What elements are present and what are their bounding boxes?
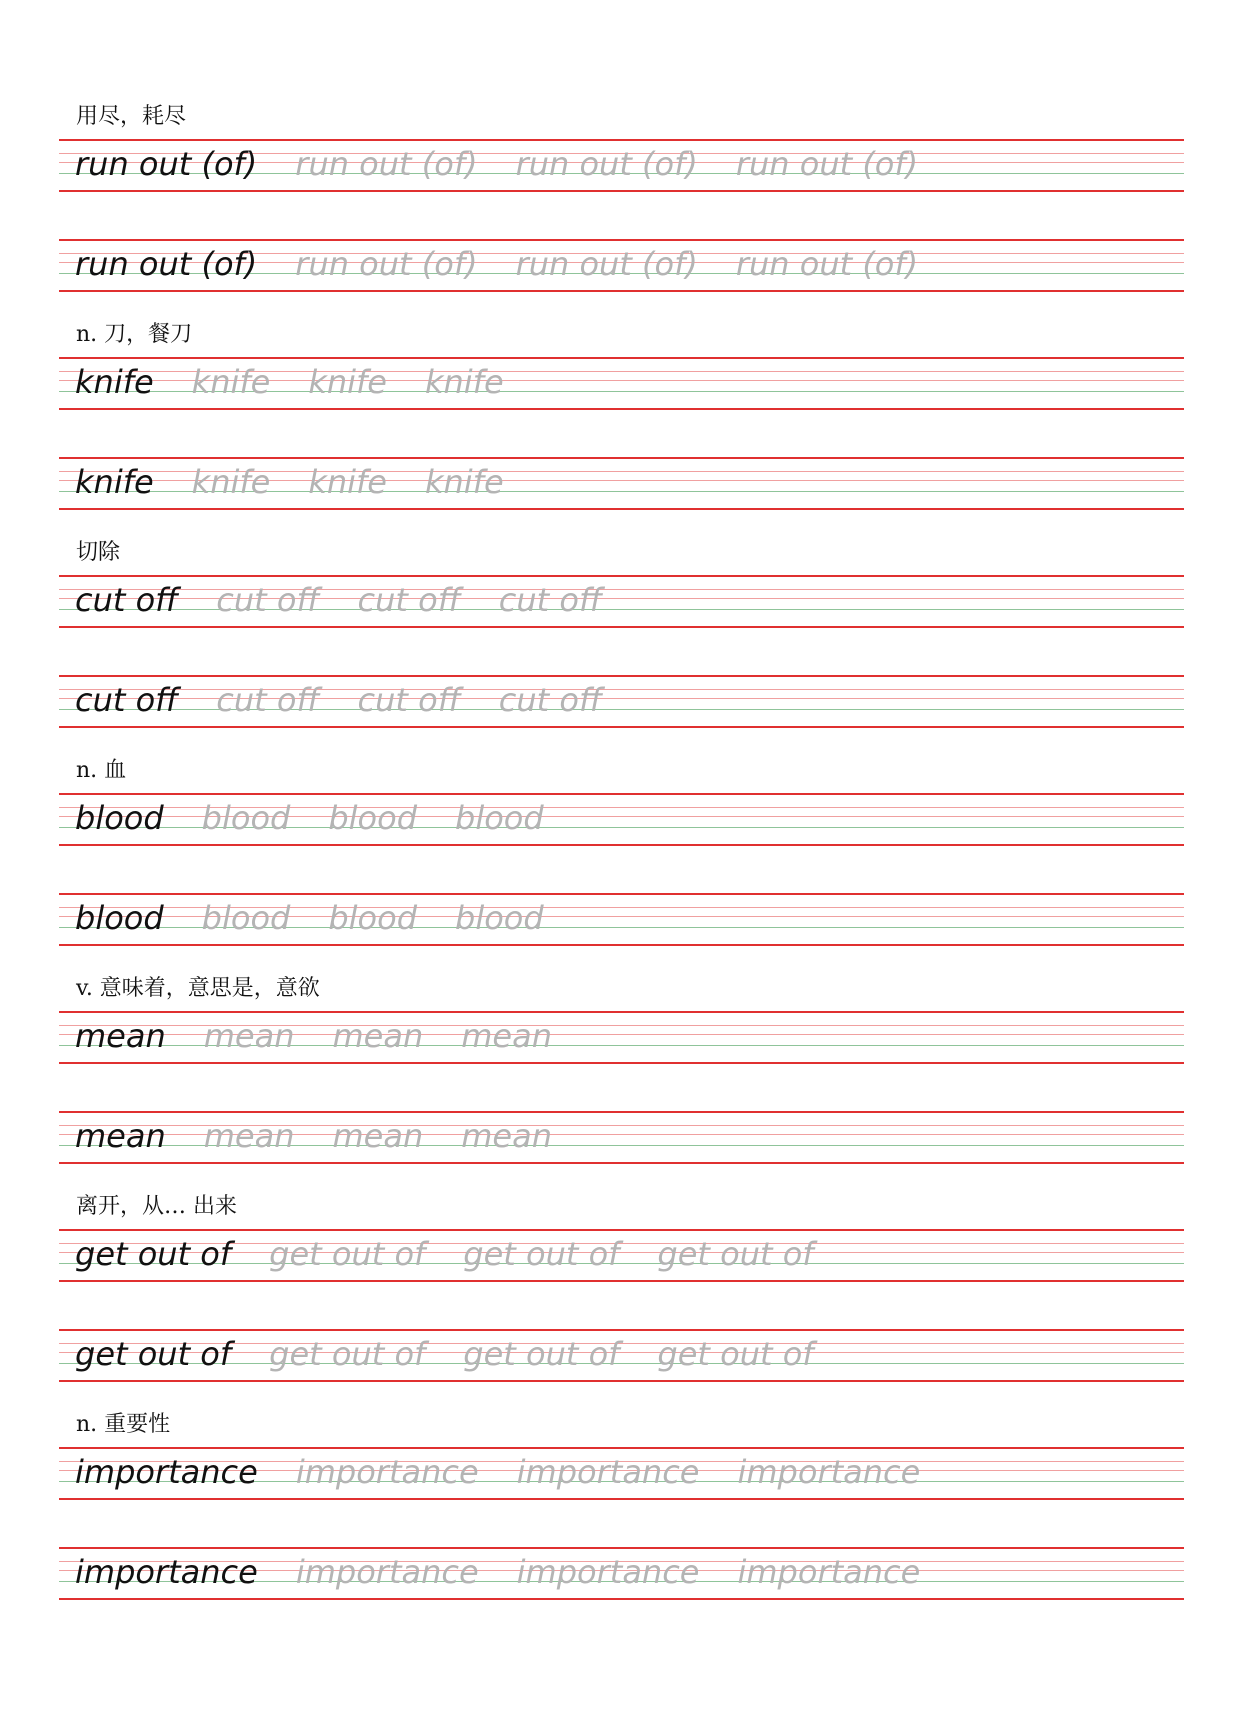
bottom-guideline [59, 290, 1184, 292]
words-line [75, 796, 582, 840]
trace-word: mean [203, 1017, 295, 1055]
practice-row [0, 1111, 1242, 1165]
words-line [75, 1550, 958, 1594]
word-meaning: 用尽，耗尽 [76, 104, 187, 129]
words-line [75, 1450, 958, 1494]
top-guideline [59, 1111, 1184, 1113]
word-meaning: 切除 [76, 540, 121, 565]
practice-row [0, 1329, 1242, 1383]
model-word: importance [75, 1553, 258, 1591]
practice-row [0, 1011, 1242, 1065]
vocab-entry [0, 756, 1242, 976]
trace-word: knife [308, 363, 387, 401]
vocab-entry [0, 320, 1242, 540]
model-word: run out (of) [75, 245, 258, 283]
trace-word: cut off [357, 581, 461, 619]
model-word: blood [75, 799, 164, 837]
trace-word: get out of [269, 1335, 426, 1373]
practice-row [0, 893, 1242, 947]
trace-word: blood [455, 899, 544, 937]
trace-word: mean [461, 1117, 552, 1155]
trace-word: get out of [463, 1335, 620, 1373]
trace-word: get out of [269, 1235, 426, 1273]
words-line [75, 360, 542, 404]
vocab-entry [0, 1192, 1242, 1412]
practice-row [0, 1547, 1242, 1601]
practice-row [0, 793, 1242, 847]
trace-word: knife [424, 363, 504, 401]
bottom-guideline [59, 408, 1184, 410]
trace-word: blood [201, 799, 291, 837]
model-word: get out of [75, 1235, 232, 1273]
trace-word: run out (of) [735, 145, 919, 183]
model-word: knife [75, 463, 154, 501]
practice-row [0, 1229, 1242, 1283]
practice-row [0, 239, 1242, 293]
top-guideline [59, 1447, 1184, 1449]
model-word: mean [75, 1017, 166, 1055]
vocab-entry [0, 102, 1242, 322]
practice-row [0, 139, 1242, 193]
model-word: get out of [75, 1335, 232, 1373]
top-guideline [59, 1229, 1184, 1231]
model-word: mean [75, 1117, 166, 1155]
trace-word: blood [201, 899, 291, 937]
practice-row [0, 1447, 1242, 1501]
bottom-guideline [59, 1280, 1184, 1282]
trace-word: run out (of) [515, 145, 698, 183]
bottom-guideline [59, 1380, 1184, 1382]
trace-word: knife [424, 463, 504, 501]
trace-word: cut off [498, 681, 603, 719]
top-guideline [59, 1329, 1184, 1331]
words-line [75, 142, 956, 186]
bottom-guideline [59, 944, 1184, 946]
top-guideline [59, 893, 1184, 895]
model-word: run out (of) [75, 145, 258, 183]
bottom-guideline [59, 626, 1184, 628]
trace-word: cut off [498, 581, 603, 619]
words-line [75, 1114, 590, 1158]
trace-word: importance [737, 1453, 921, 1491]
word-meaning: n. 刀，餐刀 [76, 322, 193, 347]
model-word: importance [75, 1453, 258, 1491]
words-line [75, 578, 640, 622]
trace-word: cut off [357, 681, 461, 719]
practice-row [0, 575, 1242, 629]
word-meaning: n. 血 [76, 758, 127, 783]
vocab-entry [0, 538, 1242, 758]
top-guideline [59, 575, 1184, 577]
top-guideline [59, 457, 1184, 459]
trace-word: blood [328, 899, 418, 937]
practice-row [0, 675, 1242, 729]
trace-word: get out of [463, 1235, 620, 1273]
trace-word: get out of [657, 1235, 814, 1273]
trace-word: run out (of) [515, 245, 698, 283]
trace-word: importance [295, 1453, 479, 1491]
trace-word: knife [308, 463, 387, 501]
bottom-guideline [59, 844, 1184, 846]
trace-word: importance [295, 1553, 479, 1591]
model-word: blood [75, 899, 164, 937]
words-line [75, 1232, 852, 1276]
bottom-guideline [59, 1162, 1184, 1164]
trace-word: mean [203, 1117, 295, 1155]
trace-word: mean [332, 1017, 424, 1055]
trace-word: run out (of) [295, 145, 478, 183]
words-line [75, 460, 542, 504]
words-line [75, 242, 956, 286]
bottom-guideline [59, 726, 1184, 728]
practice-row [0, 457, 1242, 511]
trace-word: importance [516, 1453, 700, 1491]
top-guideline [59, 675, 1184, 677]
trace-word: run out (of) [735, 245, 919, 283]
trace-word: blood [328, 799, 418, 837]
trace-word: cut off [216, 581, 320, 619]
trace-word: mean [332, 1117, 424, 1155]
words-line [75, 678, 640, 722]
top-guideline [59, 793, 1184, 795]
words-line [75, 1014, 590, 1058]
trace-word: mean [461, 1017, 552, 1055]
model-word: cut off [75, 681, 179, 719]
bottom-guideline [59, 1598, 1184, 1600]
top-guideline [59, 357, 1184, 359]
trace-word: cut off [216, 681, 320, 719]
vocab-entry [0, 1410, 1242, 1630]
word-meaning: 离开，从… 出来 [76, 1194, 237, 1219]
trace-word: get out of [657, 1335, 814, 1373]
trace-word: blood [455, 799, 544, 837]
bottom-guideline [59, 1498, 1184, 1500]
top-guideline [59, 139, 1184, 141]
trace-word: run out (of) [295, 245, 478, 283]
top-guideline [59, 1011, 1184, 1013]
bottom-guideline [59, 508, 1184, 510]
bottom-guideline [59, 190, 1184, 192]
practice-row [0, 357, 1242, 411]
model-word: cut off [75, 581, 179, 619]
trace-word: importance [516, 1553, 700, 1591]
bottom-guideline [59, 1062, 1184, 1064]
vocab-entry [0, 974, 1242, 1194]
model-word: knife [75, 363, 154, 401]
word-meaning: n. 重要性 [76, 1412, 171, 1437]
trace-word: knife [191, 363, 271, 401]
words-line [75, 1332, 852, 1376]
trace-word: importance [737, 1553, 921, 1591]
top-guideline [59, 1547, 1184, 1549]
top-guideline [59, 239, 1184, 241]
trace-word: knife [191, 463, 271, 501]
words-line [75, 896, 582, 940]
word-meaning: v. 意味着，意思是，意欲 [76, 976, 320, 1001]
